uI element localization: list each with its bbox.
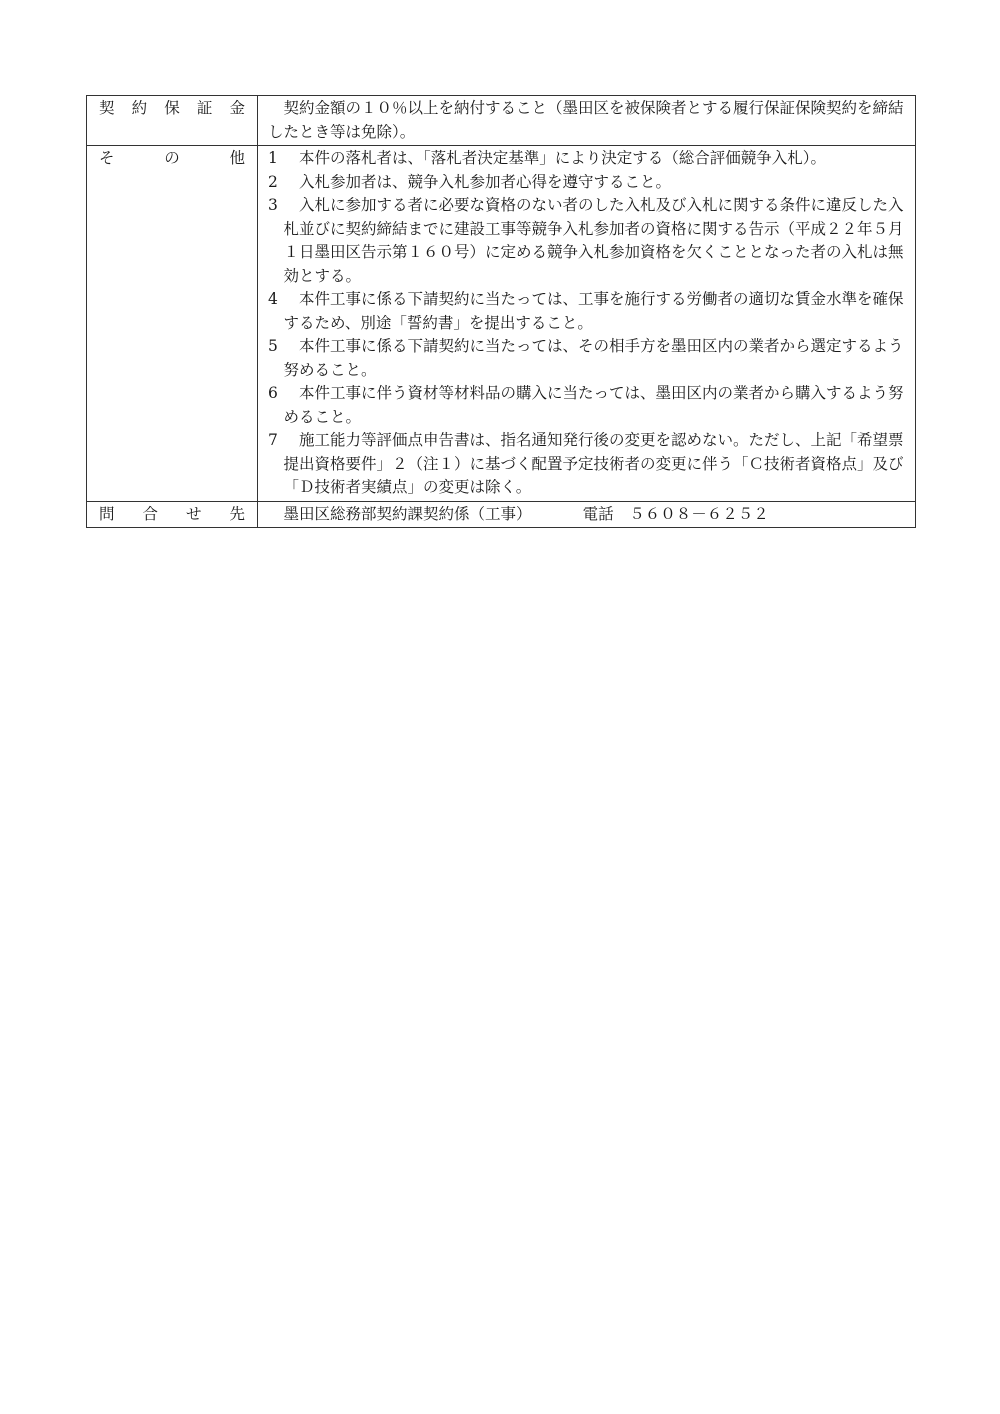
- guarantee-text: 契約金額の１０％以上を納付すること（墨田区を被保険者とする履行保証保険契約を締結したとき等は免除）。: [268, 99, 904, 141]
- list-item: [268, 171, 907, 195]
- list-item: [268, 382, 907, 429]
- item-number: 6: [268, 384, 278, 402]
- phone-number: ５６０８－６２５２: [629, 504, 769, 523]
- table-row-other: [87, 146, 916, 502]
- item-number: 3: [268, 196, 278, 214]
- contact-line: [268, 503, 907, 527]
- row-label-guarantee: 契約保証金: [87, 96, 258, 146]
- item-text: 本件工事に係る下請契約に当たっては、その相手方を墨田区内の業者から選定するよう努めること。: [283, 337, 904, 379]
- row-label-other: [87, 146, 258, 502]
- row-body-contact: [258, 501, 916, 528]
- table-row-contact: [87, 501, 916, 528]
- item-number: 1: [268, 149, 278, 167]
- info-table: [86, 95, 916, 528]
- list-item: [268, 429, 907, 500]
- item-text: 入札参加者は、競争入札参加者心得を遵守すること。: [299, 172, 672, 191]
- item-number: 5: [268, 337, 278, 355]
- item-text: 本件の落札者は、「落札者決定基準」により決定する（総合評価競争入札）。: [299, 149, 827, 167]
- list-item: [268, 288, 907, 335]
- contact-department: 墨田区総務部契約課契約係（工事）: [283, 504, 532, 523]
- table-row-guarantee: [87, 96, 916, 146]
- document-page: [86, 95, 916, 528]
- row-body-guarantee: [258, 96, 916, 146]
- list-item: [268, 335, 907, 382]
- list-item: [268, 147, 907, 171]
- item-number: 7: [268, 431, 278, 449]
- row-label-other-text: その他: [99, 149, 247, 167]
- item-number: 4: [268, 290, 278, 308]
- row-label-contact: 問合せ先: [87, 501, 258, 528]
- phone-label: 電話: [582, 504, 614, 523]
- item-text: 本件工事に係る下請契約に当たっては、工事を施行する労働者の適切な賃金水準を確保するため、別途「誓約書」を提出すること。: [283, 290, 904, 332]
- item-text: 施工能力等評価点申告書は、指名通知発行後の変更を認めない。ただし、上記「希望票提出資格要件」２（注１）に基づく配置予定技術者の変更に伴う「Ｃ技術者資格点」及び「Ｄ技術者実績点」の変更は除く。: [283, 431, 904, 496]
- item-text: 本件工事に伴う資材等材料品の購入に当たっては、墨田区内の業者から購入するよう努めること。: [283, 384, 904, 426]
- row-body-other: [258, 146, 916, 502]
- item-number: 2: [268, 172, 278, 191]
- list-item: [268, 194, 907, 288]
- item-text: 入札に参加する者に必要な資格のない者のした入札及び入札に関する条件に違反した入札並びに契約締結までに建設工事等競争入札参加者の資格に関する告示（平成２２年５月１日墨田区告示第１６０号）に定める競争入札参加資格を欠くこととなった者の入札は無効とする。: [283, 196, 904, 285]
